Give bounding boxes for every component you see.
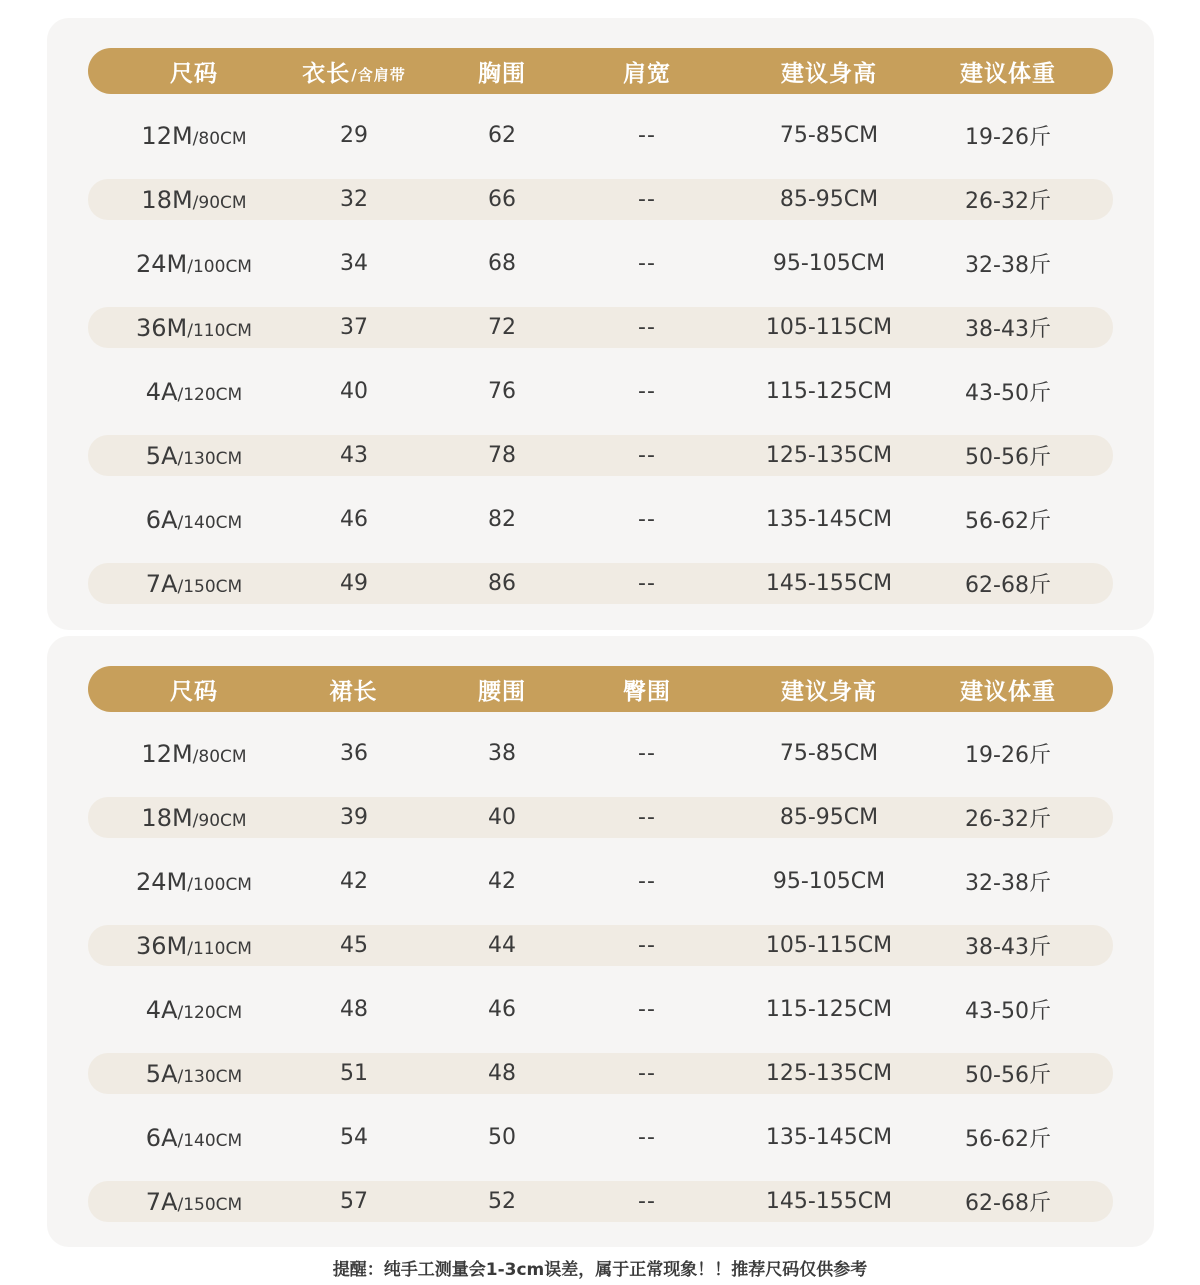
cell-length: 45 (340, 933, 368, 958)
cell-height: 95-105CM (772, 251, 886, 276)
cell-measure-2: -- (638, 443, 656, 468)
cell-height: 85-95CM (779, 805, 879, 830)
cell-size (136, 861, 252, 902)
cell-height: 75-85CM (779, 741, 879, 766)
table-row (88, 243, 1113, 284)
cell-size (146, 435, 242, 476)
table-row (88, 861, 1113, 902)
cell-measure: 48 (488, 1061, 516, 1086)
cell-height: 115-125CM (765, 997, 893, 1022)
cell-weight: 32-38斤 (965, 871, 1051, 896)
header-weight: 建议体重 (960, 60, 1056, 87)
cell-measure: 38 (488, 741, 516, 766)
cell-size (146, 371, 242, 412)
size-table-bottom (47, 636, 1154, 1247)
header-height: 建议身高 (781, 678, 877, 705)
header-length-suffix: /含肩带 (351, 65, 406, 84)
cell-weight: 62-68斤 (965, 573, 1051, 598)
table-row (88, 499, 1113, 540)
cell-weight: 19-26斤 (965, 125, 1051, 150)
header-length (302, 48, 405, 94)
cell-length: 40 (340, 379, 368, 404)
size-height-label: /120CM (177, 385, 243, 405)
cell-measure-2: -- (638, 997, 656, 1022)
header-hip: 臀围 (623, 678, 671, 705)
header-waist: 腰围 (478, 678, 526, 705)
cell-measure-2: -- (638, 869, 656, 894)
table-row (88, 435, 1113, 476)
header-chest: 胸围 (478, 60, 526, 87)
size-label: 5A (145, 1059, 178, 1088)
cell-length: 48 (340, 997, 368, 1022)
cell-measure-2: -- (638, 187, 656, 212)
cell-measure-2: -- (638, 315, 656, 340)
cell-size (146, 499, 242, 540)
size-label: 4A (145, 995, 178, 1024)
cell-measure: 76 (488, 379, 516, 404)
size-height-label: /150CM (177, 577, 243, 597)
table-row (88, 925, 1113, 966)
size-table-top (47, 18, 1154, 630)
cell-measure-2: -- (638, 507, 656, 532)
cell-weight: 32-38斤 (965, 253, 1051, 278)
table-row (88, 115, 1113, 156)
cell-measure: 52 (488, 1189, 516, 1214)
header-length-main: 衣长 (302, 60, 351, 87)
cell-measure: 66 (488, 187, 516, 212)
cell-measure-2: -- (638, 741, 656, 766)
cell-length: 51 (340, 1061, 368, 1086)
cell-height: 85-95CM (779, 187, 879, 212)
cell-measure-2: -- (638, 805, 656, 830)
size-label: 12M (141, 121, 193, 150)
cell-measure-2: -- (638, 1125, 656, 1150)
cell-size (141, 115, 246, 156)
cell-length: 29 (340, 123, 368, 148)
size-height-label: /130CM (177, 449, 243, 469)
cell-length: 42 (340, 869, 368, 894)
size-height-label: /150CM (177, 1195, 243, 1215)
table-row (88, 179, 1113, 220)
cell-measure-2: -- (638, 379, 656, 404)
cell-height: 145-155CM (765, 1189, 893, 1214)
cell-size (146, 1181, 242, 1222)
table-row (88, 989, 1113, 1030)
cell-height: 105-115CM (765, 315, 893, 340)
cell-measure: 44 (488, 933, 516, 958)
cell-weight: 56-62斤 (965, 509, 1051, 534)
size-label: 24M (136, 867, 188, 896)
cell-size (136, 243, 252, 284)
size-label: 6A (145, 505, 178, 534)
cell-measure-2: -- (638, 123, 656, 148)
cell-weight: 26-32斤 (965, 189, 1051, 214)
cell-size (146, 1053, 242, 1094)
cell-measure: 46 (488, 997, 516, 1022)
table-row (88, 563, 1113, 604)
cell-size (136, 925, 252, 966)
cell-measure: 86 (488, 571, 516, 596)
cell-length: 32 (340, 187, 368, 212)
cell-length: 43 (340, 443, 368, 468)
size-label: 4A (145, 377, 178, 406)
cell-measure-2: -- (638, 933, 656, 958)
header-length (330, 666, 379, 712)
cell-weight: 38-43斤 (965, 935, 1051, 960)
cell-measure: 68 (488, 251, 516, 276)
cell-weight: 38-43斤 (965, 317, 1051, 342)
size-label: 18M (141, 185, 193, 214)
cell-measure: 72 (488, 315, 516, 340)
cell-measure: 42 (488, 869, 516, 894)
cell-weight: 50-56斤 (965, 1063, 1051, 1088)
size-height-label: /130CM (177, 1067, 243, 1087)
table-row (88, 797, 1113, 838)
size-height-label: /140CM (177, 1131, 243, 1151)
table-row (88, 307, 1113, 348)
size-height-label: /110CM (187, 321, 252, 341)
cell-height: 125-135CM (765, 443, 893, 468)
size-height-label: /100CM (187, 257, 252, 277)
table-header (88, 666, 1113, 712)
measurement-note: 提醒：纯手工测量会1-3cm误差，属于正常现象！！推荐尺码仅供参考 (332, 1260, 868, 1280)
cell-size (146, 563, 242, 604)
cell-length: 34 (340, 251, 368, 276)
cell-measure: 82 (488, 507, 516, 532)
cell-measure: 78 (488, 443, 516, 468)
cell-length: 49 (340, 571, 368, 596)
cell-height: 95-105CM (772, 869, 886, 894)
table-row (88, 733, 1113, 774)
cell-size (136, 307, 252, 348)
size-height-label: /90CM (192, 193, 247, 213)
size-label: 12M (141, 739, 193, 768)
cell-height: 125-135CM (765, 1061, 893, 1086)
table-row (88, 1053, 1113, 1094)
header-height: 建议身高 (781, 60, 877, 87)
table-row (88, 1181, 1113, 1222)
header-length-main: 裙长 (329, 678, 378, 705)
cell-weight: 19-26斤 (965, 743, 1051, 768)
size-height-label: /80CM (192, 129, 247, 149)
size-label: 36M (136, 931, 188, 960)
size-height-label: /100CM (187, 875, 252, 895)
cell-height: 105-115CM (765, 933, 893, 958)
cell-height: 135-145CM (765, 1125, 893, 1150)
cell-weight: 50-56斤 (965, 445, 1051, 470)
size-height-label: /90CM (192, 811, 247, 831)
size-label: 7A (145, 569, 178, 598)
size-height-label: /140CM (177, 513, 243, 533)
table-row (88, 1117, 1113, 1158)
cell-size (141, 733, 246, 774)
size-label: 6A (145, 1123, 178, 1152)
cell-length: 39 (340, 805, 368, 830)
cell-measure-2: -- (638, 251, 656, 276)
cell-length: 36 (340, 741, 368, 766)
cell-weight: 56-62斤 (965, 1127, 1051, 1152)
header-size: 尺码 (170, 60, 218, 87)
cell-length: 57 (340, 1189, 368, 1214)
size-height-label: /110CM (187, 939, 252, 959)
header-weight: 建议体重 (960, 678, 1056, 705)
cell-weight: 43-50斤 (965, 999, 1051, 1024)
size-height-label: /120CM (177, 1003, 243, 1023)
cell-height: 115-125CM (765, 379, 893, 404)
cell-weight: 26-32斤 (965, 807, 1051, 832)
cell-measure: 50 (488, 1125, 516, 1150)
cell-weight: 62-68斤 (965, 1191, 1051, 1216)
cell-length: 46 (340, 507, 368, 532)
table-row (88, 371, 1113, 412)
cell-size (141, 179, 246, 220)
size-label: 5A (145, 441, 178, 470)
cell-height: 75-85CM (779, 123, 879, 148)
cell-measure-2: -- (638, 1189, 656, 1214)
cell-weight: 43-50斤 (965, 381, 1051, 406)
size-label: 24M (136, 249, 188, 278)
cell-size (141, 797, 246, 838)
cell-measure: 62 (488, 123, 516, 148)
cell-size (146, 1117, 242, 1158)
cell-size (146, 989, 242, 1030)
size-label: 18M (141, 803, 193, 832)
cell-height: 145-155CM (765, 571, 893, 596)
cell-measure: 40 (488, 805, 516, 830)
size-height-label: /80CM (192, 747, 247, 767)
size-label: 36M (136, 313, 188, 342)
cell-length: 37 (340, 315, 368, 340)
cell-length: 54 (340, 1125, 368, 1150)
size-label: 7A (145, 1187, 178, 1216)
cell-measure-2: -- (638, 571, 656, 596)
table-header (88, 48, 1113, 94)
header-shoulder: 肩宽 (623, 60, 671, 87)
header-size: 尺码 (170, 678, 218, 705)
cell-height: 135-145CM (765, 507, 893, 532)
cell-measure-2: -- (638, 1061, 656, 1086)
